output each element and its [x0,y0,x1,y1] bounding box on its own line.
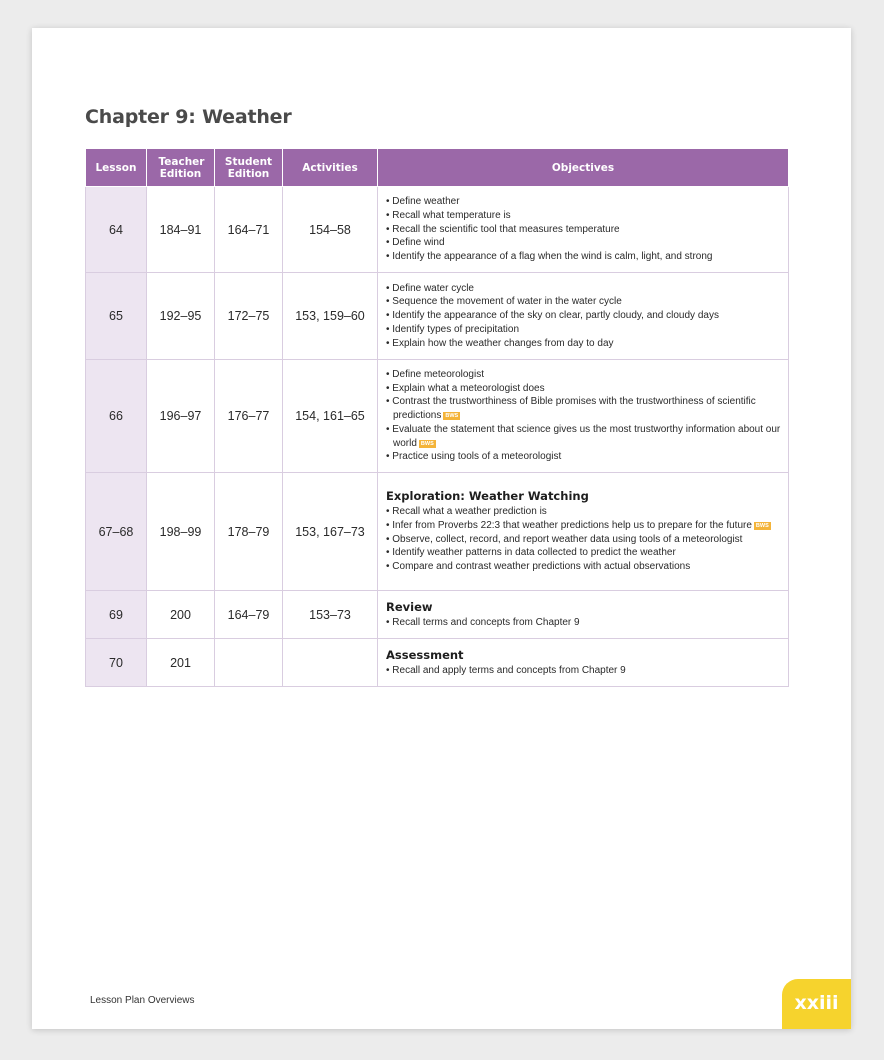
student-edition-pages-cell: 172–75 [215,273,283,360]
objective-text: • Identify weather patterns in data collected to predict the weather [386,547,676,559]
objective-text: • Sequence the movement of water in the water cycle [386,296,622,308]
objective-text: • Recall and apply terms and concepts from Chapter 9 [386,664,626,676]
lesson-number-cell: 67–68 [86,473,147,591]
objective-item [386,423,782,451]
objective-item [386,560,782,574]
objective-item [386,337,782,351]
objective-text: • Observe, collect, record, and report weather data using tools of a meteorologist [386,533,743,545]
objective-text: • Contrast the trustworthiness of Bible promises with the trustworthiness of scientific predictions [386,396,756,422]
header-teacher-edition [147,149,215,187]
header-teacher-edition-label: Teacher Edition [158,155,205,180]
table-row [86,473,789,591]
objective-item [386,223,782,237]
objective-text: • Identify types of precipitation [386,323,520,335]
teacher-edition-pages-cell: 201 [147,639,215,687]
activities-pages-cell: 154–58 [283,187,378,273]
objectives-list [386,616,782,630]
lesson-number-cell: 65 [86,273,147,360]
objective-text: • Identify the appearance of the sky on clear, partly cloudy, and cloudy days [386,310,719,322]
objectives-cell [378,187,789,273]
page-number-tab [782,979,851,1029]
lesson-plan-table [85,148,789,687]
table-row [86,591,789,639]
footer-section-label: Lesson Plan Overviews [90,995,195,1006]
bws-badge-icon: BWS [755,522,769,529]
objectives-cell [378,360,789,473]
student-edition-pages-cell: 164–71 [215,187,283,273]
student-edition-pages-cell: 164–79 [215,591,283,639]
objective-text: • Define weather [386,196,460,207]
objective-text: • Define water cycle [386,282,474,294]
objective-text: • Recall what temperature is [386,209,511,221]
objectives-list [386,505,782,574]
objective-item [386,546,782,560]
table-row [86,187,789,273]
objective-text: • Define meteorologist [386,368,484,380]
objective-item [386,533,782,547]
table-row [86,639,789,687]
objective-item [386,195,782,209]
activities-pages-cell [283,639,378,687]
table-header-row [86,149,789,187]
objective-text: • Practice using tools of a meteorologist [386,451,562,463]
lesson-number-cell: 70 [86,639,147,687]
header-objectives: Objectives [378,149,789,187]
objective-item [386,309,782,323]
objectives-cell [378,591,789,639]
objective-section-heading: Assessment [386,647,464,662]
table-row [86,273,789,360]
header-student-edition [215,149,283,187]
objective-item [386,664,782,678]
student-edition-pages-cell [215,639,283,687]
student-edition-pages-cell: 176–77 [215,360,283,473]
header-activities: Activities [283,149,378,187]
activities-pages-cell: 153, 159–60 [283,273,378,360]
teacher-edition-pages-cell: 196–97 [147,360,215,473]
objective-text: • Define wind [386,237,445,249]
objective-item [386,505,782,519]
objective-section-heading: Exploration: Weather Watching [386,489,589,503]
objective-text: • Recall what a weather prediction is [386,506,547,517]
objectives-list [386,282,782,351]
bws-badge-icon: BWS [445,413,459,420]
objective-text: • Evaluate the statement that science gives us the most trustworthy information about our world [386,423,781,449]
objective-item [386,209,782,223]
lesson-number-cell: 64 [86,187,147,273]
header-student-edition-label: Student Edition [224,155,273,180]
objectives-cell [378,473,789,591]
objective-item [386,382,782,396]
objective-item [386,450,782,464]
objective-text: • Explain what a meteorologist does [386,382,545,394]
teacher-edition-pages-cell: 200 [147,591,215,639]
document-page [32,28,851,1029]
teacher-edition-pages-cell: 192–95 [147,273,215,360]
objective-item [386,519,782,533]
objective-item [386,250,782,264]
objectives-list [386,195,782,264]
table-body [86,187,789,687]
objective-text: • Recall terms and concepts from Chapter 9 [386,616,580,628]
objective-text: • Identify the appearance of a flag when the wind is calm, light, and strong [386,251,713,263]
student-edition-pages-cell: 178–79 [215,473,283,591]
activities-pages-cell: 154, 161–65 [283,360,378,473]
objectives-list [386,664,782,678]
bws-badge-icon: BWS [420,440,434,447]
teacher-edition-pages-cell: 184–91 [147,187,215,273]
objective-text: • Explain how the weather changes from day to day [386,337,614,349]
objective-text: • Compare and contrast weather predictions with actual observations [386,561,691,573]
objective-item [386,323,782,337]
objective-text: • Recall the scientific tool that measures temperature [386,223,620,235]
objectives-cell [378,273,789,360]
objective-section-heading: Review [386,599,433,614]
objective-item [386,616,782,630]
objective-item [386,295,782,309]
chapter-title: Chapter 9: Weather [85,106,292,128]
objective-item [386,368,782,382]
objective-item [386,282,782,296]
page-number: xxiii [794,992,839,1014]
header-lesson: Lesson [86,149,147,187]
activities-pages-cell: 153–73 [283,591,378,639]
objectives-cell [378,639,789,687]
objective-item [386,395,782,423]
objectives-list [386,368,782,465]
lesson-number-cell: 66 [86,360,147,473]
objective-item [386,236,782,250]
lesson-number-cell: 69 [86,591,147,639]
activities-pages-cell: 153, 167–73 [283,473,378,591]
teacher-edition-pages-cell: 198–99 [147,473,215,591]
table-row [86,360,789,473]
objective-text: • Infer from Proverbs 22:3 that weather predictions help us to prepare for the future [386,519,752,531]
